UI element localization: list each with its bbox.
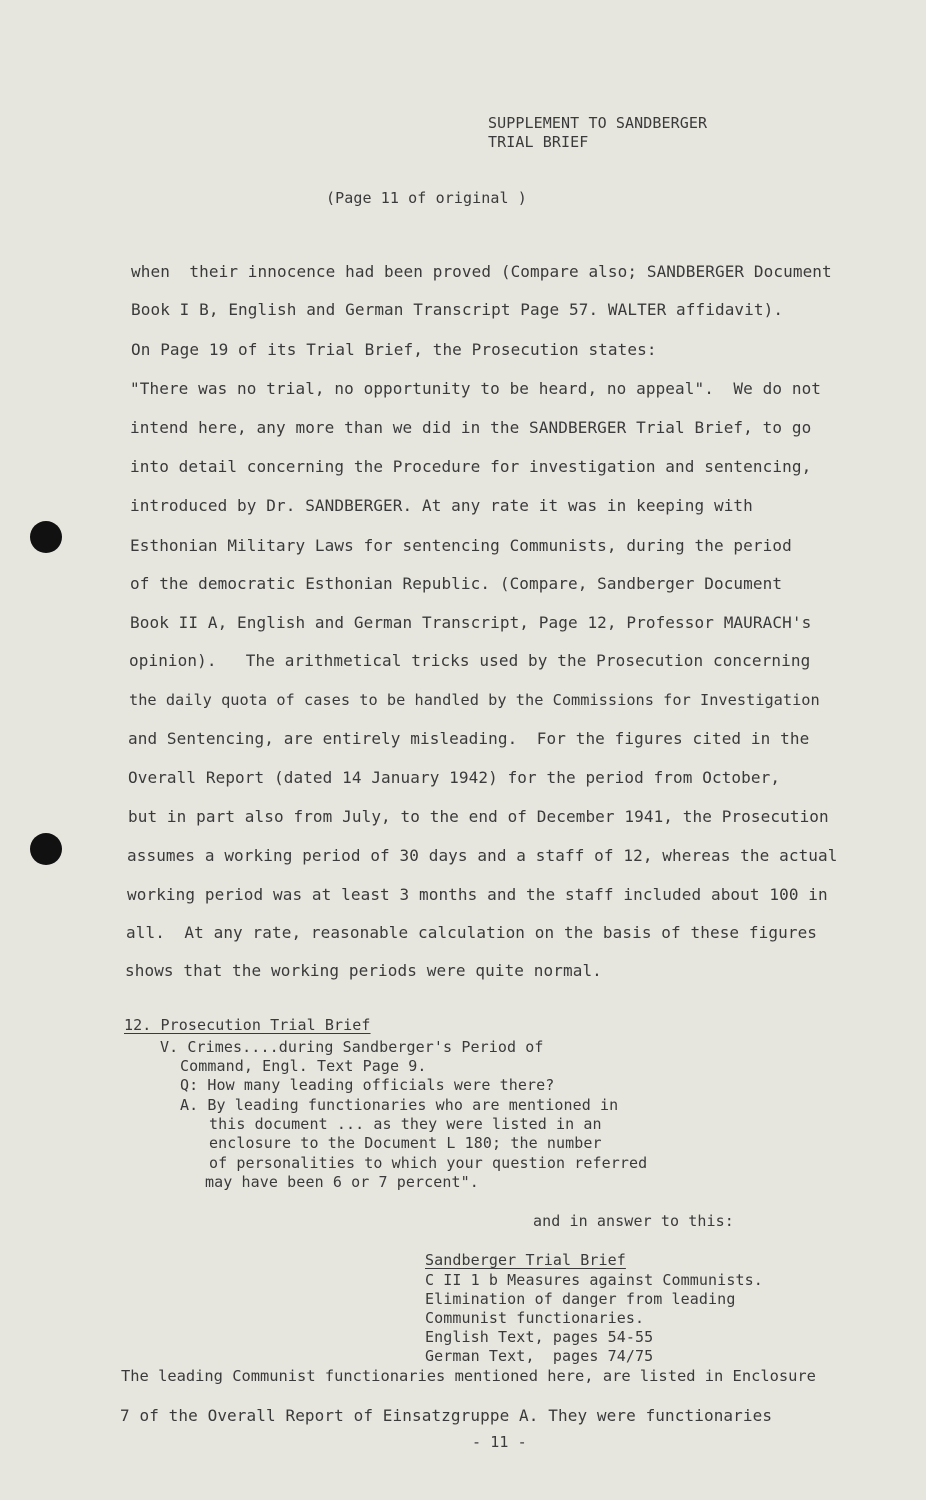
body-line: Book II A, English and German Transcript, Page 12, Professor MAURACH's: [130, 613, 812, 632]
answer-intro: and in answer to this:: [533, 1212, 734, 1230]
punch-hole-lower: [30, 833, 62, 865]
closing-line: The leading Communist functionaries mentioned here, are listed in Enclosure: [121, 1367, 816, 1385]
body-line: Book I B, English and German Transcript Page 57. WALTER affidavit).: [131, 300, 784, 319]
sandberger-brief-line: Elimination of danger from leading: [425, 1290, 736, 1308]
body-line: of the democratic Esthonian Republic. (Compare, Sandberger Document: [130, 574, 783, 593]
sandberger-brief-line: Communist functionaries.: [425, 1309, 645, 1327]
body-line: the daily quota of cases to be handled by the Commissions for Investigation: [129, 691, 820, 709]
body-line: into detail concerning the Procedure for investigation and sentencing,: [130, 457, 812, 476]
body-line: shows that the working periods were quite normal.: [125, 961, 602, 980]
body-line: when their innocence had been proved (Compare also; SANDBERGER Document: [131, 262, 832, 281]
punch-hole-upper: [30, 521, 62, 553]
sandberger-brief-line: C II 1 b Measures against Communists.: [425, 1271, 763, 1289]
body-line: Esthonian Military Laws for sentencing Communists, during the period: [130, 536, 792, 555]
body-line: "There was no trial, no opportunity to be heard, no appeal". We do not: [130, 379, 822, 398]
body-line: intend here, any more than we did in the SANDBERGER Trial Brief, to go: [130, 418, 812, 437]
sandberger-brief-line: English Text, pages 54-55: [425, 1328, 654, 1346]
section-12-heading: 12. Prosecution Trial Brief: [124, 1016, 371, 1034]
page-number: - 11 -: [472, 1433, 527, 1451]
sandberger-brief-line: German Text, pages 74/75: [425, 1347, 654, 1365]
body-line: introduced by Dr. SANDBERGER. At any rate it was in keeping with: [130, 496, 753, 515]
section-12-line: enclosure to the Document L 180; the number: [209, 1134, 602, 1152]
body-line: all. At any rate, reasonable calculation on the basis of these figures: [126, 923, 818, 942]
body-line: working period was at least 3 months and the staff included about 100 in: [127, 885, 828, 904]
closing-line: 7 of the Overall Report of Einsatzgruppe A. They were functionaries: [120, 1406, 773, 1425]
section-12-line: this document ... as they were listed in an: [209, 1115, 602, 1133]
section-12-line: V. Crimes....during Sandberger's Period of: [160, 1038, 544, 1056]
section-12-line: Command, Engl. Text Page 9.: [180, 1057, 427, 1075]
body-line: On Page 19 of its Trial Brief, the Prosecution states:: [131, 340, 657, 359]
section-12-line: may have been 6 or 7 percent".: [205, 1173, 479, 1191]
body-line: opinion). The arithmetical tricks used by the Prosecution concerning: [129, 651, 811, 670]
section-12-line: Q: How many leading officials were there?: [180, 1076, 555, 1094]
section-12-line: A. By leading functionaries who are mentioned in: [180, 1096, 619, 1114]
sandberger-brief-heading: Sandberger Trial Brief: [425, 1251, 626, 1269]
body-line: Overall Report (dated 14 January 1942) for the period from October,: [128, 768, 781, 787]
section-12-line: of personalities to which your question referred: [209, 1154, 648, 1172]
body-line: and Sentencing, are entirely misleading. For the figures cited in the: [128, 729, 810, 748]
header-title-line2: TRIAL BRIEF: [488, 133, 589, 151]
page-reference: (Page 11 of original ): [326, 189, 527, 207]
body-line: assumes a working period of 30 days and a staff of 12, whereas the actual: [127, 846, 838, 865]
body-line: but in part also from July, to the end of December 1941, the Prosecution: [128, 807, 829, 826]
header-title-line1: SUPPLEMENT TO SANDBERGER: [488, 114, 708, 132]
